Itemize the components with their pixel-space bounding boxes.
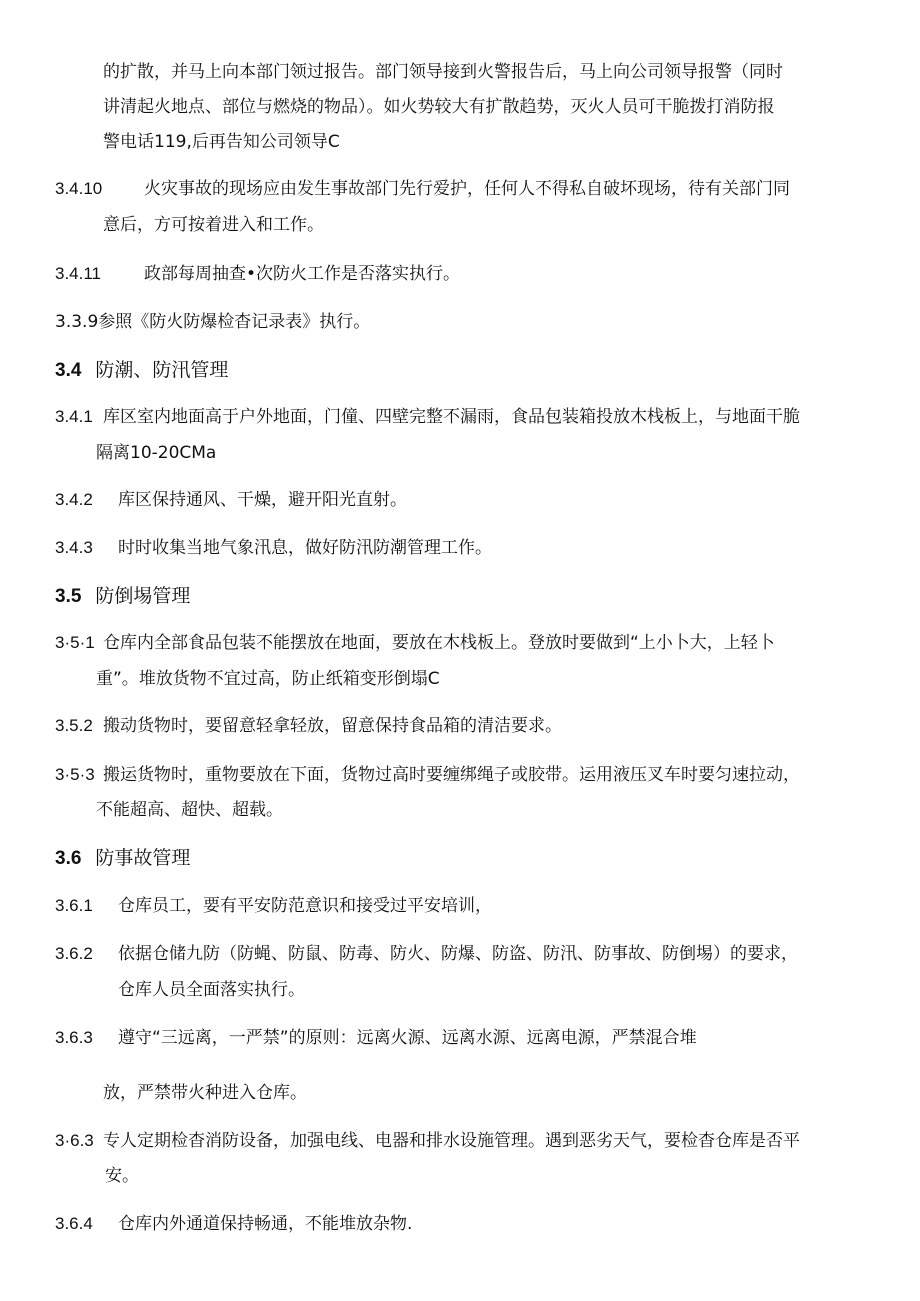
paragraph-line: 库区保持通风、干燥，避开阳光直射。 — [118, 490, 407, 510]
clause-number: 3.6.3 — [55, 1028, 93, 1047]
section-number: 3.4 — [55, 360, 82, 381]
section-number: 3.5 — [55, 586, 82, 607]
section-heading — [55, 846, 190, 871]
section-title: 防潮、防汛管理 — [95, 359, 229, 381]
paragraph-line: 仓库内外通道保持畅通，不能堆放杂物. — [118, 1214, 413, 1234]
paragraph-line: 安。 — [105, 1166, 139, 1186]
clause-number: 3.4.3 — [55, 538, 93, 557]
paragraph-line: 政部每周抽查•次防火工作是否落实执行。 — [144, 264, 461, 284]
clause-number: 3.6.1 — [55, 896, 93, 915]
section-heading — [55, 584, 190, 609]
clause-number: 3.6.4 — [55, 1214, 93, 1233]
paragraph-line: 火灾事故的现场应由发生事故部门先行爱护，任何人不得私自破坏现场，待有关部门同 — [144, 179, 790, 199]
clause-number: 3·6.3 — [55, 1131, 94, 1150]
paragraph-line: 重”。堆放货物不宜过高，防止纸箱变形倒塌C — [96, 669, 440, 689]
clause-number: 3·5·1 — [55, 633, 95, 652]
section-heading — [55, 358, 228, 383]
paragraph-line: 搬动货物时，要留意轻拿轻放，留意保持食品箱的清洁要求。 — [103, 716, 562, 736]
clause-number: 3.4.2 — [55, 490, 93, 509]
section-number: 3.6 — [55, 848, 82, 869]
paragraph-line: 仓库人员全面落实执行。 — [118, 980, 305, 1000]
paragraph-line: 仓库内全部食品包装不能摆放在地面，要放在木栈板上。登放时要做到“上小卜大，上轻卜 — [103, 633, 775, 653]
paragraph-line: 隔离10-20CMa — [96, 443, 217, 463]
paragraph-line: 警电话119,后再告知公司领导C — [103, 132, 340, 152]
paragraph-line: 的扩散，并马上向本部门领过报告。部门领导接到火警报告后，马上向公司领导报警（同时 — [103, 62, 783, 82]
clause-number: 3.6.2 — [55, 944, 93, 963]
clause-number: 3.5.2 — [55, 716, 93, 735]
clause-number: 3·5·3 — [55, 765, 95, 784]
paragraph-line: 搬运货物时，重物要放在下面，货物过高时要缠绑绳子或胶带。运用液压叉车时要匀速拉动， — [103, 765, 800, 785]
paragraph-line: 3.3.9参照《防火防爆检杳记录表》执行。 — [55, 312, 371, 332]
paragraph-line: 不能超高、超快、超载。 — [96, 800, 283, 820]
paragraph-line: 库区室内地面高于户外地面，门僮、四壁完整不漏雨，食品包装箱投放木栈板上，与地面干脆 — [103, 407, 800, 427]
paragraph-line: 放，严禁带火种进入仓库。 — [103, 1083, 307, 1103]
paragraph-line: 时时收集当地气象汛息，做好防汛防潮管理工作。 — [118, 538, 492, 558]
paragraph-line: 讲清起火地点、部位与燃烧的物品）。如火势较大有扩散趋势，灭火人员可干脆拨打消防报 — [103, 97, 775, 117]
section-title: 防事故管理 — [95, 847, 191, 869]
paragraph-line: 仓库员工，要有平安防范意识和接受过平安培训， — [118, 896, 492, 916]
clause-number: 3.4.10 — [55, 179, 103, 198]
paragraph-line: 遵守“三远离，一严禁”的原则：远离火源、远离水源、远离电源，严禁混合堆 — [118, 1028, 697, 1048]
clause-number: 3.4.1 — [55, 407, 93, 426]
section-title: 防倒埸管理 — [95, 585, 191, 607]
paragraph-line: 意后，方可按着进入和工作。 — [103, 215, 324, 235]
paragraph-line: 依据仓储九防（防蝇、防鼠、防毒、防火、防爆、防盗、防汛、防事故、防倒埸）的要求， — [118, 944, 798, 964]
paragraph-line: 专人定期检杳消防设备，加强电线、电器和排水设施管理。遇到恶劣天气，要检杳仓库是否平 — [103, 1131, 800, 1151]
clause-number: 3.4.11 — [55, 264, 102, 283]
